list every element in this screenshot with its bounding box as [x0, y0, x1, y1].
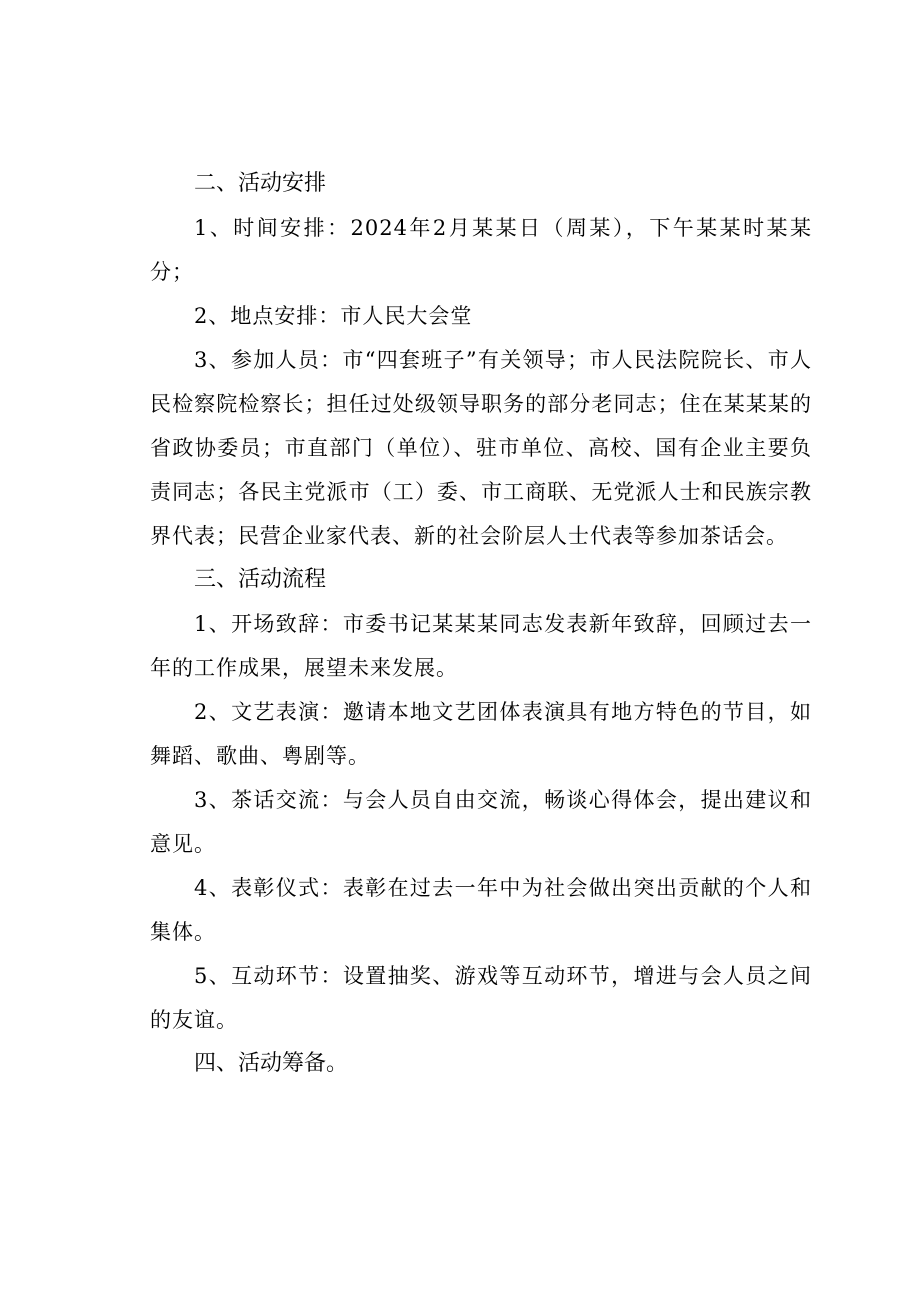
paragraph: 5、互动环节：设置抽奖、游戏等互动环节，增进与会人员之间的友谊。 [150, 964, 812, 1032]
section-heading: 四、活动筹备。 [194, 1051, 349, 1076]
paragraph: 3、参加人员：市“四套班子”有关领导；市人民法院院长、市人民检察院检察长；担任过处级领导职务的部分老同志；住在某某某的省政协委员；市直部门（单位）、驻市单位、高校、国有企业主要负责同志；各民主党派市（工）委、市工商联、无党派人士和民族宗教界代表；民营企业家代表、新的社会阶层人士代表等参加茶话会。 [150, 348, 812, 548]
section-heading: 三、活动流程 [194, 567, 327, 592]
paragraph: 2、地点安排：市人民大会堂 [194, 304, 473, 328]
paragraph: 1、时间安排：2024年2月某某日（周某），下午某某时某某分； [150, 216, 812, 284]
paragraph: 4、表彰仪式：表彰在过去一年中为社会做出突出贡献的个人和集体。 [150, 876, 812, 944]
document-body [150, 162, 812, 1086]
paragraph: 3、茶话交流：与会人员自由交流，畅谈心得体会，提出建议和意见。 [150, 788, 812, 856]
section-heading: 二、活动安排 [194, 171, 327, 196]
paragraph: 1、开场致辞：市委书记某某某同志发表新年致辞，回顾过去一年的工作成果，展望未来发展。 [150, 612, 812, 680]
paragraph: 2、文艺表演：邀请本地文艺团体表演具有地方特色的节目，如舞蹈、歌曲、粤剧等。 [150, 700, 812, 768]
